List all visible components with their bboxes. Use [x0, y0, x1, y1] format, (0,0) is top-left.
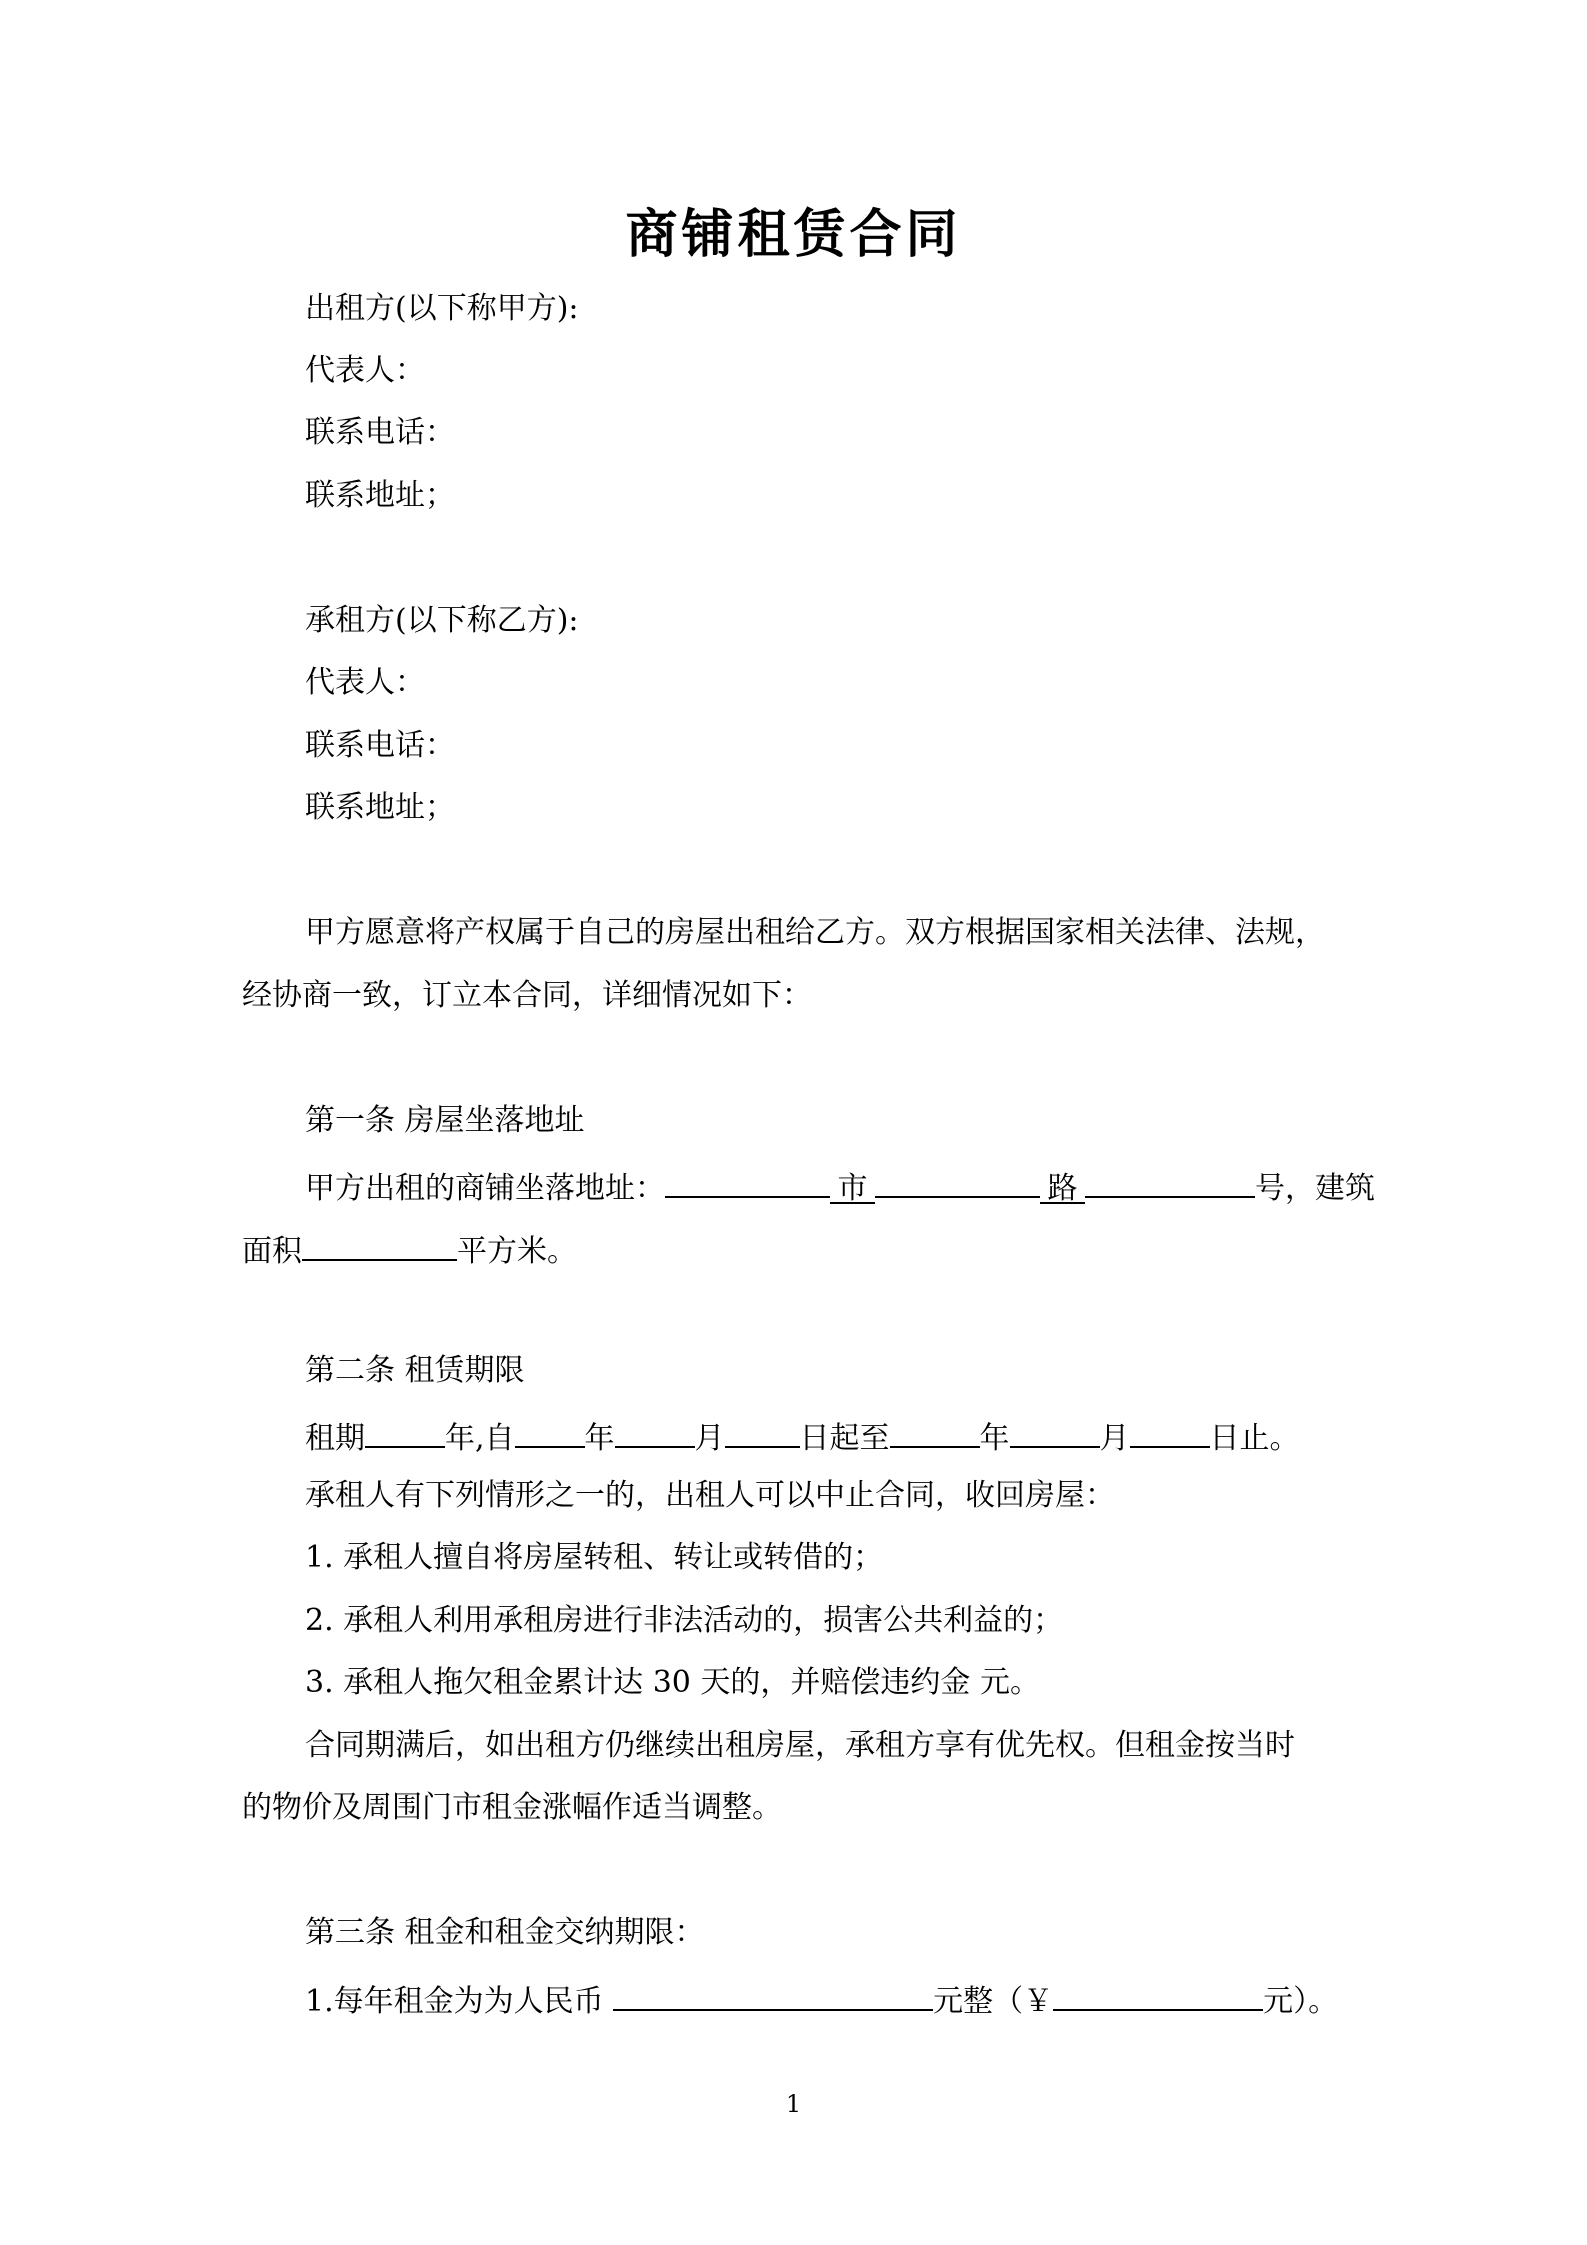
renewal-line-1: 合同期满后，如出租方仍继续出租房屋，承租方享有优先权。但租金按当时: [305, 1728, 1295, 1763]
rent-mid: 元整（￥: [933, 1984, 1054, 2019]
party-b-heading: 承租方(以下称乙方):: [305, 603, 579, 638]
article-1-area-line: [242, 1225, 577, 1273]
article-3-heading: 第三条 租金和租金交纳期限：: [305, 1915, 705, 1950]
address-city-label: 市: [830, 1168, 875, 1204]
start-day-blank: [725, 1412, 800, 1448]
term-from-label: 年,自: [445, 1421, 515, 1456]
article-2-heading: 第二条 租赁期限: [305, 1353, 525, 1388]
area-blank: [302, 1225, 457, 1261]
term-years-blank: [365, 1412, 445, 1448]
address-blank-3: [1085, 1162, 1255, 1198]
party-b-address: 联系地址；: [305, 790, 455, 825]
area-suffix: 平方米。: [457, 1234, 577, 1269]
address-blank-2: [875, 1162, 1040, 1198]
party-b-phone: 联系电话：: [305, 728, 455, 763]
document-title: 商铺租赁合同: [625, 204, 962, 265]
renewal-line-2: 的物价及周围门市租金涨幅作适当调整。: [242, 1790, 782, 1825]
start-month-blank: [615, 1412, 695, 1448]
terminate-intro: 承租人有下列情形之一的，出租人可以中止合同，收回房屋：: [305, 1478, 1115, 1513]
address-number-label: 号，建筑: [1255, 1171, 1375, 1206]
start-year-blank: [515, 1412, 585, 1448]
end-month-label: 月: [1099, 1421, 1130, 1456]
rent-suffix: 元）。: [1263, 1984, 1339, 2019]
rent-amount-words-blank: [613, 1975, 933, 2011]
intro-line-1: 甲方愿意将产权属于自己的房屋出租给乙方。双方根据国家相关法律、法规，: [305, 915, 1325, 950]
terminate-item-1: 1. 承租人擅自将房屋转租、转让或转借的；: [305, 1540, 884, 1575]
party-a-heading: 出租方(以下称甲方):: [305, 291, 579, 326]
intro-line-2: 经协商一致，订立本合同，详细情况如下：: [242, 978, 812, 1013]
area-prefix: 面积: [242, 1234, 302, 1269]
party-a-rep: 代表人：: [305, 353, 425, 388]
end-year-blank: [890, 1412, 980, 1448]
end-year-label: 年: [979, 1421, 1010, 1456]
party-a-address: 联系地址；: [305, 478, 455, 513]
page-number: 1: [785, 2090, 802, 2118]
address-blank-1: [665, 1162, 830, 1198]
article-1-address-line: [305, 1162, 1375, 1210]
terminate-item-2: 2. 承租人利用承租房进行非法活动的，损害公共利益的；: [305, 1603, 1064, 1638]
rent-prefix: 1.每年租金为为人民币: [305, 1984, 604, 2019]
address-road-label: 路: [1040, 1168, 1085, 1204]
end-day-label: 日止。: [1209, 1421, 1300, 1456]
end-month-blank: [1010, 1412, 1100, 1448]
address-prefix: 甲方出租的商铺坐落地址：: [305, 1171, 665, 1206]
end-day-blank: [1130, 1412, 1210, 1448]
start-day-label: 日起至: [799, 1421, 890, 1456]
start-month-label: 月: [694, 1421, 725, 1456]
term-label: 租期: [305, 1421, 365, 1456]
start-year-label: 年: [584, 1421, 615, 1456]
article-1-heading: 第一条 房屋坐落地址: [305, 1103, 585, 1138]
party-a-phone: 联系电话：: [305, 415, 455, 450]
party-b-rep: 代表人：: [305, 665, 425, 700]
article-3-rent-line: [305, 1975, 1338, 2023]
terminate-item-3: 3. 承租人拖欠租金累计达 30 天的，并赔偿违约金 元。: [305, 1665, 1040, 1700]
rent-amount-number-blank: [1053, 1975, 1263, 2011]
article-2-term-line: [305, 1412, 1300, 1460]
